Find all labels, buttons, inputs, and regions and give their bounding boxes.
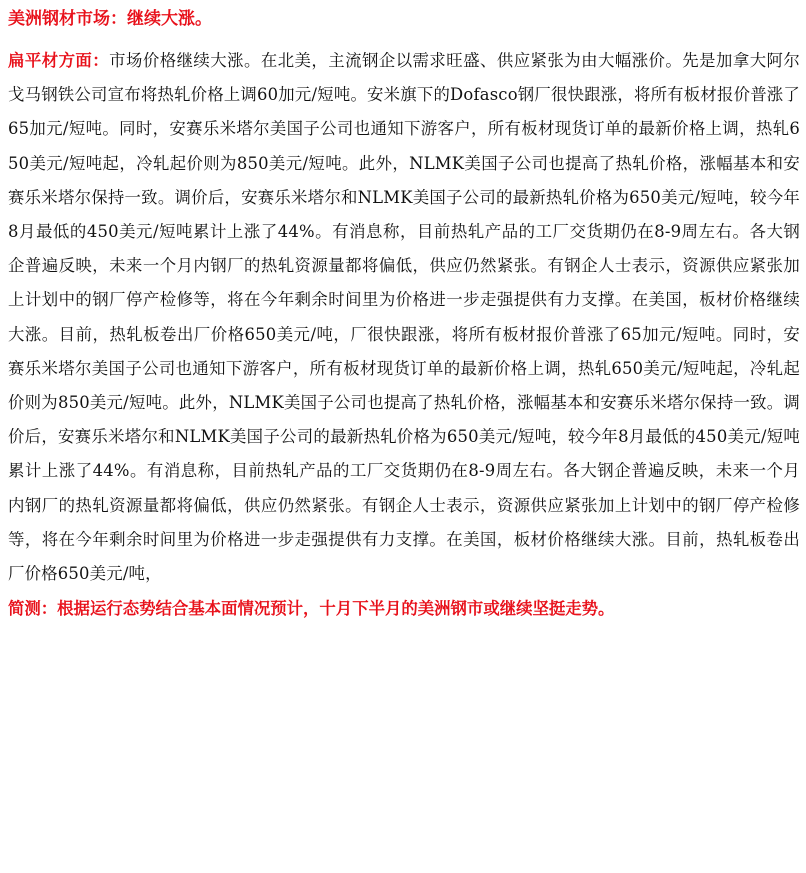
flat-products-paragraph [8, 44, 800, 591]
flat-products-text: 市场价格继续大涨。在北美，主流钢企以需求旺盛、供应紧张为由大幅涨价。先是加拿大阿尔戈马钢铁公司宣布将热轧价格上调60加元/短吨。安米旗下的Dofasco钢厂很快跟涨，将所有板材报价普涨了65加元/短吨。同时，安赛乐米塔尔美国子公司也通知下游客户，所有板材现货订单的最新价格上调，热轧650美元/短吨起，冷轧起价则为850美元/短吨。此外，NLMK美国子公司也提高了热轧价格，涨幅基本和安赛乐米塔尔保持一致。调价后，安赛乐米塔尔和NLMK美国子公司的最新热轧价格为650美元/短吨，较今年8月最低的450美元/短吨累计上涨了44%。有消息称，目前热轧产品的工厂交货期仍在8-9周左右。各大钢企普遍反映，未来一个月内钢厂的热轧资源量都将偏低，供应仍然紧张。有钢企人士表示，资源供应紧张加上计划中的钢厂停产检修等，将在今年剩余时间里为价格进一步走强提供有力支撑。在美国，板材价格继续大涨。目前，热轧板卷出厂价格650美元/吨，厂很快跟涨，将所有板材报价普涨了65加元/短吨。同时，安赛乐米塔尔美国子公司也通知下游客户，所有板材现货订单的最新价格上调，热轧650美元/短吨起，冷轧起价则为850美元/短吨。此外，NLMK美国子公司也提高了热轧价格，涨幅基本和安赛乐米塔尔保持一致。调价后，安赛乐米塔尔和NLMK美国子公司的最新热轧价格为650美元/短吨，较今年8月最低的450美元/短吨累计上涨了44%。有消息称，目前热轧产品的工厂交货期仍在8-9周左右。各大钢企普遍反映，未来一个月内钢厂的热轧资源量都将偏低，供应仍然紧张。有钢企人士表示，资源供应紧张加上计划中的钢厂停产检修等，将在今年剩余时间里为价格进一步走强提供有力支撑。在美国，板材价格继续大涨。目前，热轧板卷出厂价格650美元/吨， [8, 51, 800, 584]
forecast-summary: 简测：根据运行态势结合基本面情况预计，十月下半月的美洲钢市或继续坚挺走势。 [8, 599, 615, 619]
flat-products-label: 扁平材方面： [8, 51, 110, 70]
article-heading: 美洲钢材市场：继续大涨。 [8, 9, 212, 29]
